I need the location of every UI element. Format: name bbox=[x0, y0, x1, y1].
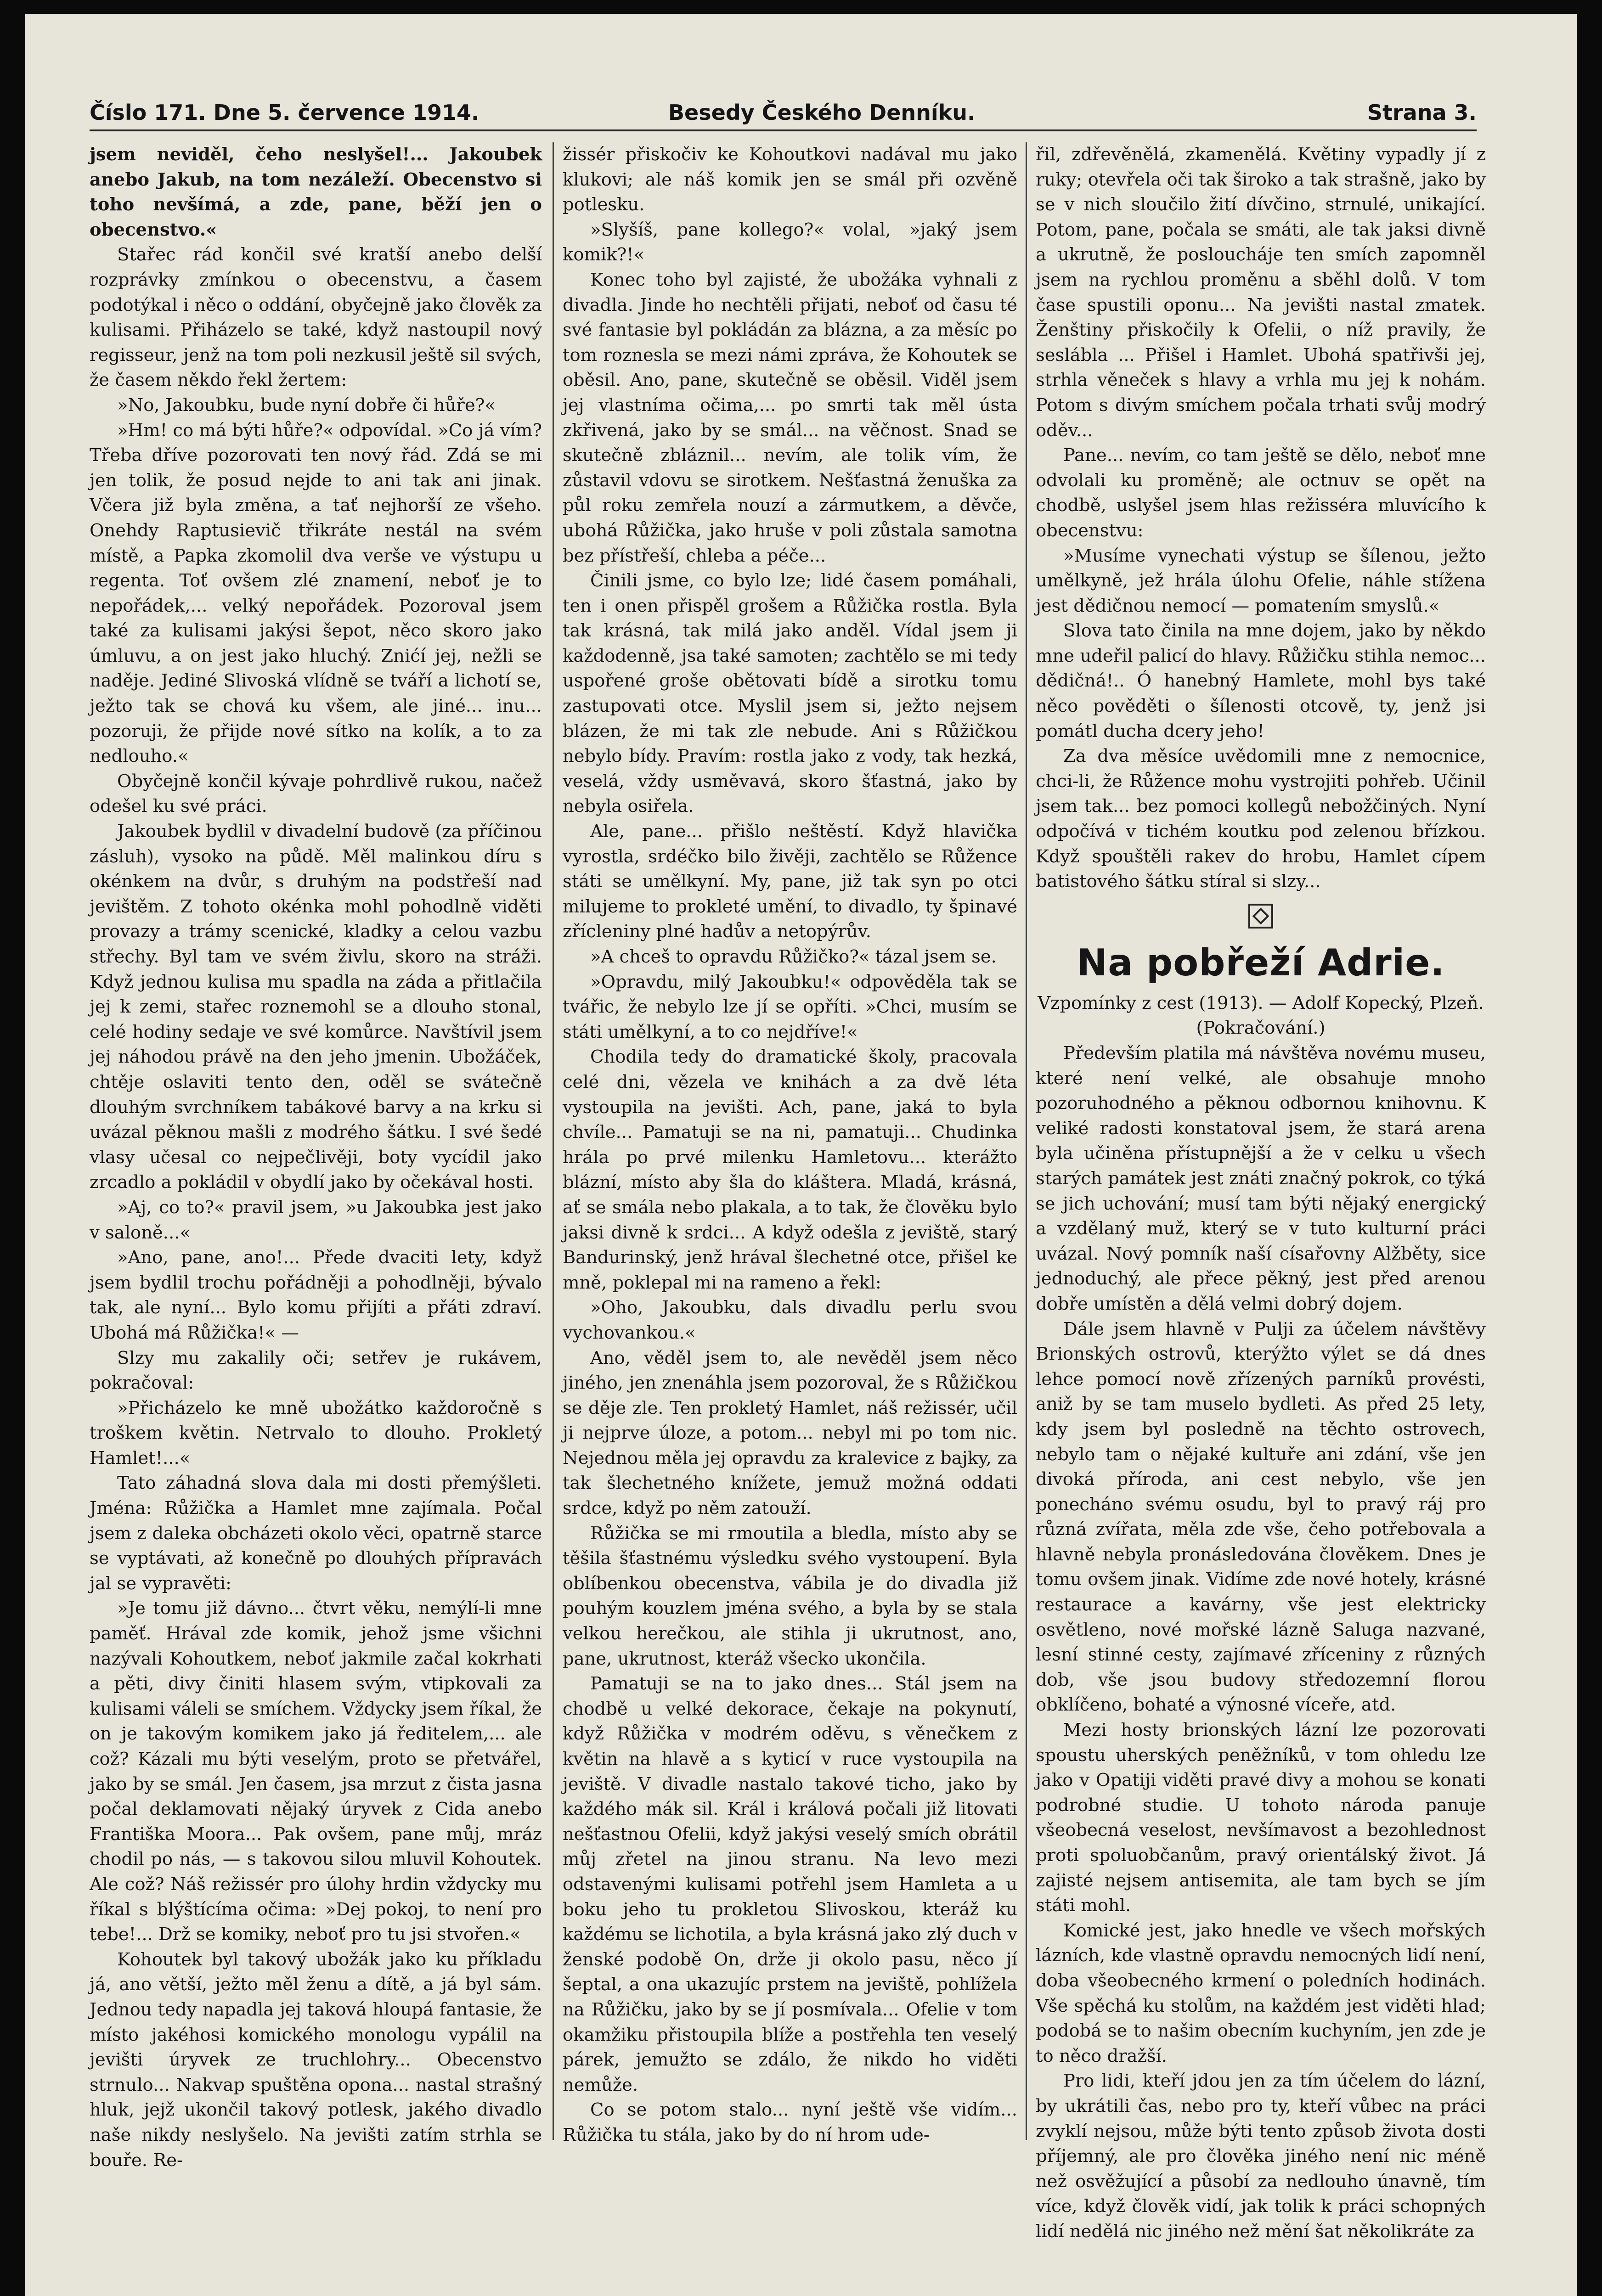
paragraph: Slova tato činila na mne dojem, jako by někdo mne udeřil palicí do hlavy. Růžičku stihla nemoc... dědičná!.. Ó hanebný Hamlete, mohl bys také něco pověděti o šílenosti otcově, ty, jenž jsi pomátl ducha dcery jeho! bbox=[1036, 620, 1486, 742]
paragraph: žissér přiskočiv ke Kohoutkovi nadával mu jako klukovi; ale náš komik jen se smál při ozvěně potlesku. bbox=[563, 144, 1017, 215]
publication-title: Besedy Českého Denníku. bbox=[668, 100, 976, 125]
paragraph: »Přicházelo ke mně ubožátko každoročně s troškem květin. Netrvalo to dlouho. Prokletý Hamlet!...« bbox=[90, 1397, 542, 1469]
paragraph: jsem neviděl, čeho neslyšel!... Jakoubek anebo Jakub, na tom nezáleží. Obecenstvo si toho nevšímá, a zde, pane, běží jen o obecenstvo.« bbox=[90, 144, 542, 240]
paragraph: Pamatuji se na to jako dnes... Stál jsem na chodbě u velké dekorace, čekaje na pokynutí, když Růžička v modrém oděvu, s věnečkem z květin na hlavě a s kyticí v ruce vystoupila na jeviště. V divadle nastalo takové ticho, jako by každého mák sil. Král i králová počali již litovati nešťastnou Ofelii, když jakýsi veselý smích obrátil můj zřetel na jinou stranu. Na levo mezi odstavenými kulisami potřehl jsem Hamleta a u boku jeho tu prokletou Slivoskou, kteráž ku každému se lichotila, a byla krásná jako zlý duch v ženské podobě On, drže ji okolo pasu, něco jí šeptal, a ona ukazujíc prstem na jeviště, pohlížela na Růžičku, jako by se jí posmívala... Ofelie v tom okamžiku přistoupila blíže a postřehla ten veselý párek, jemužto se zdálo, že nikdo ho viděti nemůže. bbox=[563, 1673, 1017, 2095]
paragraph: »Je tomu již dávno... čtvrt věku, nemýlí-li mne paměť. Hrával zde komik, jehož jsme všichni nazývali Kohoutkem, neboť jakmile začal kokrhati a pěti, divy činiti hlasem svým, vtipkovali za kulisami váleli se smíchem. Vždycky jsem říkal, že on je takovým komikem jako já ředitelem,... ale což? Kázali mu býti veselým, proto se přetvářel, jako by se smál. Jen časem, jsa mrzut z čista jasna počal deklamovati nějaký úryvek z Cida anebo Františka Moora... Pak ovšem, pane můj, mráz chodil po nás, — s takovou silou mluvil Kohoutek. Ale což? Náš režissér pro úlohy hrdin vždycky mu říkal s blýštícíma očima: »Dej pokoj, to není pro tebe!... Drž se komiky, neboť pro tu jsi stvořen.« bbox=[90, 1598, 542, 1945]
paragraph: »Slyšíš, pane kollego?« volal, »jaký jsem komik?!« bbox=[563, 219, 1017, 265]
paragraph: »Aj, co to?« pravil jsem, »u Jakoubka jest jako v saloně...« bbox=[90, 1197, 542, 1243]
column-2 bbox=[563, 142, 1017, 2154]
paragraph: řil, zdřevěnělá, zkamenělá. Květiny vypadly jí z ruky; otevřela oči tak široko a tak strašně, jako by se v nich sloučilo žití dívčino, strnulé, unikající. Potom, pane, počala se smáti, ale tak jaksi divně a ukrutně, že posloucháje ten smích zapomněl jsem na rychlou proměnu a sběhl dolů. V tom čase spustili oponu... Na jevišti nastal zmatek. Ženštiny přiskočily k Ofelii, o níž pravily, že seslábla ... Přišel i Hamlet. Ubohá spatřivši jej, strhla věneček s hlavy a vrhla mu jej k nohám. Potom s divým smíchem počala trhati svůj modrý oděv... bbox=[1036, 144, 1486, 441]
paragraph: Dále jsem hlavně v Pulji za účelem návštěvy Brionských ostrovů, kterýžto výlet se dá dnes lehce pomocí nově zřízených parníků provésti, aniž by se tam muselo bydleti. As před 25 lety, kdy jsem byl posledně na těchto ostrovech, nebylo tam o nějaké kultuře ani zdání, vše jen divoká příroda, ani cest nebylo, vše jen ponecháno svému osudu, byl to pravý ráj pro různá zvířata, měla zde vše, čeho potřebovala a hlavně nebyla pronásledována člověkem. Dnes je tomu ovšem jinak. Vidíme zde nové hotely, krásné restaurace a kavárny, vše jest elektricky osvětleno, nové mořské lázně Saluga nazvané, lesní stinné cesty, zajímavé zříceniny z různých dob, vše jsou budovy středozemní florou obklíčeno, bohaté a výnosné víceře, atd. bbox=[1036, 1318, 1486, 1716]
paragraph: Pane... nevím, co tam ještě se dělo, neboť mne odvolali ku proměně; ale octnuv se opět na chodbě, uslyšel jsem hlas režisséra mluvícího k obecenstvu: bbox=[1036, 445, 1486, 541]
paragraph: »Musíme vynechati výstup se šílenou, ježto umělkyně, jež hrála úlohu Ofelie, náhle stížena jest dědičnou nemocí — pomatením smyslů.« bbox=[1036, 545, 1486, 616]
paragraph: Pro lidi, kteří jdou jen za tím účelem do lázní, by ukrátili čas, nebo pro ty, kteří vůbec na práci zvyklí nejsou, může býti tento způsob života dosti příjemný, ale pro člověka jiného není nic méně než osvěžující a působí za nedlouho únavně, tím více, když člověk vidí, jak tolik k práci schopných lidí nedělá nic jiného než mění šat několikráte za bbox=[1036, 2071, 1486, 2242]
paragraph: Slzy mu zakalily oči; setřev je rukávem, pokračoval: bbox=[90, 1347, 542, 1394]
paragraph: Za dva měsíce uvědomili mne z nemocnice, chci-li, že Růžence mohu vystrojiti pohřeb. Učinil jsem tak... bez pomoci kollegů nebožčiných. Nyní odpočívá v tichém koutku pod zelenou břízkou. Když spouštěli rakev do hrobu, Hamlet cípem batistového šátku stíral si slzy... bbox=[1036, 746, 1486, 892]
paragraph: Především platila má návštěva novému museu, které není velké, ale obsahuje mnoho pozoruhodného a pěknou odbornou knihovnu. K veliké radosti konstatoval jsem, že stará arena byla učiněna přístupnější a že v celku u všech starých památek jest znáti značný pokrok, co týká se jich uchování; musí tam býti nějaký energický a vzdělaný muž, který se v tuto kulturní práci uvázal. Nový pomník naší císařovny Alžběty, sice jednoduchý, ale přece pěkný, jest před arenou dobře umístěn a dělá velmi dobrý dojem. bbox=[1036, 1043, 1486, 1314]
article-title: Na pobřeží Adrie. bbox=[1077, 941, 1445, 984]
paragraph: »A chceš to opravdu Růžičko?« tázal jsem se. bbox=[590, 946, 997, 967]
paragraph: Ale, pane... přišlo neštěstí. Když hlavička vyrostla, srdéčko bilo živěji, zachtělo se Růžence státi se umělkyní. My, pane, již tak syn po otci milujeme to prokleté umění, to divadlo, ty špinavé zřícleniny plné hadův a netopýrův. bbox=[563, 821, 1017, 942]
column-3 bbox=[1036, 142, 1486, 2242]
paragraph: Stařec rád končil své kratší anebo delší rozprávky zmínkou o obecenstvu, a časem podotýkal i něco o oddání, obyčejně jako člověk za kulisami. Přiházelo se také, když nastoupil nový regisseur, jenž na tom poli nezkusil ještě sil svých, že časem někdo řekl žertem: bbox=[90, 244, 542, 391]
issue-date: Číslo 171. Dne 5. července 1914. bbox=[90, 100, 479, 125]
paragraph: »Ano, pane, ano!... Přede dvaciti lety, když jsem bydlil trochu pořádněji a pohodlněji, bývalo tak, ale nyní... Bylo komu přijíti a přáti zdraví. Ubohá má Růžička!« — bbox=[90, 1247, 542, 1343]
paragraph: »Oho, Jakoubku, dals divadlu perlu svou vychovankou.« bbox=[563, 1297, 1017, 1343]
paragraph: »No, Jakoubku, bude nyní dobře či hůře?« bbox=[117, 394, 496, 416]
column-divider bbox=[1026, 142, 1027, 2140]
page-header bbox=[90, 93, 1477, 131]
paragraph: Ano, věděl jsem to, ale nevěděl jsem něco jiného, jen znenáhla jsem pozoroval, že s Růžičkou se děje zle. Ten prokletý Hamlet, náš režissér, učil ji nejprve úloze, a potom... nebyl mi po tom nic. Nejednou měla jej opravdu za kralevice z bajky, za tak šlechetného knížete, jemuž možná oddati srdce, když po něm zatouží. bbox=[563, 1347, 1017, 1519]
paragraph: »Hm! co má býti hůře?« odpovídal. »Co já vím? Třeba dříve pozorovati ten nový řád. Zdá se mi jen tolik, že posud nejde to ani tak ani jinak. Včera již byla změna, a tať nejhorší ze všeho. Onehdy Raptusievič třikráte nestál na svém místě, a Papka zkomolil dva verše ve výstupu u regenta. Toť ovšem zlé znamení, neboť je to nepořádek,... velký nepořádek. Pozoroval jsem také za kulisami jakýsi šepot, něco skoro jako úmluvu, a on jest jako hluchý. Znićí jej, nežli se naděje. Jediné Slivoská vlídně se tváří a lichotí se, ježto tak se chová ku všem, ale jiné... inu... pozoruji, že přijde nové sítko na kolík, a to za nedlouho.« bbox=[90, 420, 542, 767]
paragraph: Tato záhadná slova dala mi dosti přemýšleti. Jména: Růžička a Hamlet mne zajímala. Počal jsem z daleka obcházeti okolo věci, opatrně starce se vyptávati, až konečně po dlouhých přípravách jal se vypravěti: bbox=[90, 1473, 542, 1594]
paragraph: Konec toho byl zajisté, že ubožáka vyhnali z divadla. Jinde ho nechtěli přijati, neboť od času té své fantasie byl pokládán za blázna, a za měsíc po tom roznesla se mezi námi zpráva, že Kohoutek se oběsil. Ano, pane, skutečně se oběsil. Viděl jsem jej vlastníma očima,... po smrti tak měl ústa zkřivená, jako by se smál... na věčnost. Snad se skutečně zbláznil... nevím, ale tolik vím, že zůstavil vdovu se sirotkem. Nešťastná ženuška za půl roku zemřela nouzí a zármutkem, a děvče, ubohá Růžička, jako hruše v poli zůstala samotna bez přístřeší, chleba a péče... bbox=[563, 269, 1017, 566]
column-1 bbox=[90, 142, 542, 2171]
paragraph: »Opravdu, milý Jakoubku!« odpověděla tak se tvářic, že nebylo lze jí se opříti. »Chci, musím se státi umělkyní, a to co nejdříve!« bbox=[563, 971, 1017, 1042]
paragraph: Chodila tedy do dramatické školy, pracovala celé dni, vězela ve knihách a za dvě léta vystoupila na jevišti. Ach, pane, jaká to byla chvíle... Pamatuji se na ni, pamatuji... Chudinka hrála po prvé milenku Hamletovu... kterážto blázní, místo aby šla do kláštera. Mladá, krásná, ať se smála nebo plakala, a to tak, že člověku bylo jaksi divně k srdci... A když odešla z jeviště, starý Bandurinský, jenž hrával šlechetné otce, přišel ke mně, poklepal mi na rameno a řekl: bbox=[563, 1047, 1017, 1293]
paragraph: Komické jest, jako hnedle ve všech mořských lázních, kde vlastně opravdu nemocných lidí není, doba všeobecného krmení o poledních hodinách. Vše spěchá ku stolům, na každém jest viděti hlad; podobá se to našim obecním kuchyním, jen zde je to něco dražší. bbox=[1036, 1920, 1486, 2066]
page-number: Strana 3. bbox=[1367, 100, 1477, 125]
paragraph: Mezi hosty brionských lázní lze pozorovati spoustu uherských peněžníků, v tom ohledu lze jako v Opatiji viděti pravé divy a mohou se konati podrobné studie. U tohoto národa panuje všeobecná veselost, nevšímavost a bezohlednost proti spoluobčanům, pravý orientálský život. Já zajisté nejsem antisemita, ale tam bych se jím státi mohl. bbox=[1036, 1720, 1486, 1916]
ornament-icon bbox=[1248, 904, 1273, 929]
paragraph: Obyčejně končil kývaje pohrdlivě rukou, načež odešel ku své práci. bbox=[90, 771, 542, 817]
paragraph: Činili jsme, co bylo lze; lidé časem pomáhali, ten i onen přispěl grošem a Růžička rostla. Byla tak krásná, tak milá jako anděl. Vídal jsem ji každodenně, jsa také samoten; zachtělo se mi tedy uspořené groše obětovati bídě a sirotku tomu zastupovati otce. Myslil jsem si, ježto nejsem blázen, že mi tak zle nebude. Ani s Růžičkou nebylo bídy. Pravím: rostla jako z vody, tak hezká, veselá, vždy usměvavá, skoro šťastná, jako by nebyla osiřela. bbox=[563, 570, 1017, 817]
newspaper-page bbox=[25, 14, 1577, 2296]
article-subtitle: Vzpomínky z cest (1913). — Adolf Kopecký, Plzeň. bbox=[1038, 992, 1484, 1013]
paragraph: Co se potom stalo... nyní ještě vše vidím... Růžička tu stála, jako by do ní hrom ude- bbox=[563, 2099, 1017, 2145]
paragraph: Jakoubek bydlil v divadelní budově (za příčinou zásluh), vysoko na půdě. Měl malinkou díru s okénkem na dvůr, s druhým na podstřeší nad jevištěm. Z tohoto okénka mohl pohodlně viděti provazy a trámy scenické, kladky a celou vazbu střechy. Byl tam ve svém živlu, skoro na stráži. Když jednou kulisa mu spadla na záda a přitlačila jej k zemi, stařec roznemohl se a dlouho stonal, celé hodiny sedaje ve své komůrce. Navštívil jsem jej náhodou právě na den jeho jmenin. Ubožáček, chtěje oslaviti tento den, oděl se svátečně dlouhým svrchníkem tabákové barvy a na krku si uvázal pěknou mašli z modrého šátku. I své šedé vlasy učesal co nejpečlivěji, boty vycídil jako zrcadlo a pokládil v obydlí jako by očekával hosti. bbox=[90, 821, 542, 1193]
continued-note: (Pokračování.) bbox=[1196, 1018, 1326, 1039]
column-divider bbox=[553, 142, 554, 2140]
paragraph: Kohoutek byl takový ubožák jako ku příkladu já, ano větší, ježto měl ženu a dítě, a já byl sám. Jednou tedy napadla jej taková hloupá fantasie, že místo jakéhosi komického monologu vypálil na jevišti úryvek ze truchlohry... Obecenstvo strnulo... Nakvap spuštěna opona... nastal strašný hluk, jejž ukončil takový potlesk, jakého divadlo naše nikdy neslyšelo. Na jevišti zatím strhla se bouře. Re- bbox=[90, 1949, 542, 2171]
paragraph: Růžička se mi rmoutila a bledla, místo aby se těšila šťastnému výsledku svého vystoupení. Byla oblíbenkou obecenstva, vábila je do divadla již pouhým kouzlem jména svého, a byla by se stala velkou herečkou, ale stihla ji ukrutnost, ano, pane, ukrutnost, kteráž všecko ukončila. bbox=[563, 1523, 1017, 1669]
